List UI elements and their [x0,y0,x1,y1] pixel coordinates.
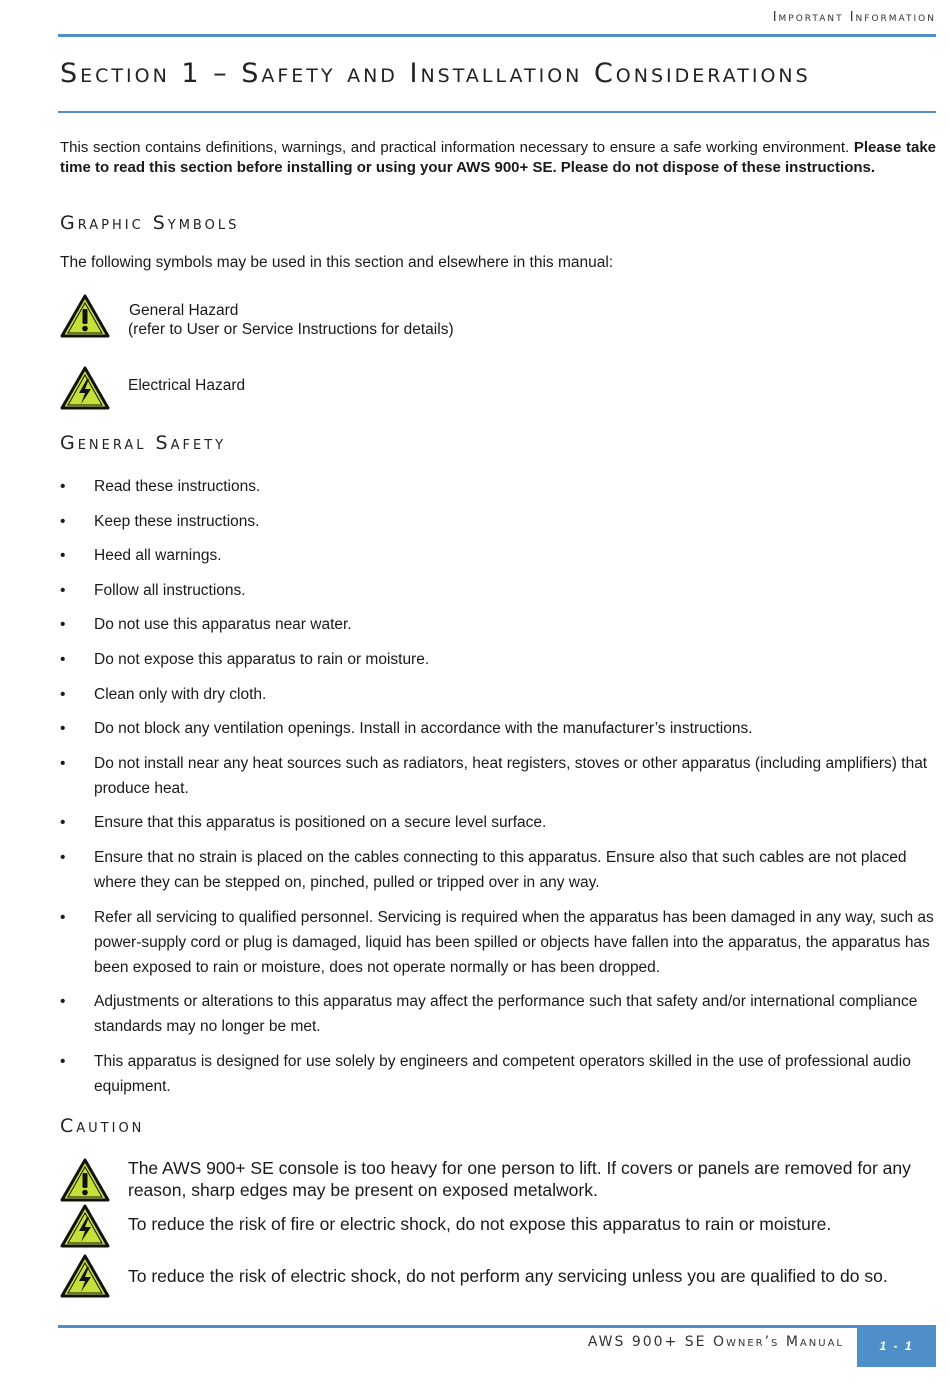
footer-manual-title: AWS 900+ SE Owner’s Manual [587,1334,844,1350]
safety-list-item [60,543,938,568]
title-rule [58,111,936,113]
safety-item-text: Follow all instructions. [94,581,246,599]
bullet-marker: • [60,547,66,565]
bullet-marker: • [60,581,66,599]
safety-list-item [60,810,938,835]
general-hazard-label [128,301,454,339]
safety-list-item [60,474,938,499]
bullet-marker: • [60,814,66,832]
safety-list-item [60,578,938,603]
safety-item-text: Keep these instructions. [94,512,260,530]
safety-item-text: Refer all servicing to qualified personnel. Servicing is required when the apparatus has been damaged in any way, such as power-supply cord or plug is damaged, liquid has been spilled or objects have fallen into the apparatus, the apparatus has been exposed to rain or moisture, does not operate normally or has been dropped. [94,908,934,976]
general-safety-heading: General Safety [60,432,227,454]
bullet-marker: • [60,993,66,1011]
safety-item-text: Do not install near any heat sources such as radiators, heat registers, stoves or other apparatus (including amplifiers) that produce heat. [94,754,928,797]
page-number-badge [857,1325,936,1367]
caution-heading: Caution [60,1115,145,1137]
general-hazard-title: General Hazard [129,302,239,319]
page-number: 1 - 1 [879,1339,914,1353]
safety-item-text: Clean only with dry cloth. [94,685,267,703]
bullet-marker: • [60,650,66,668]
general-hazard-icon [60,294,110,338]
safety-item-text: This apparatus is designed for use solely by engineers and competent operators skilled in the use of professional audio equipment. [94,1052,911,1095]
bullet-marker: • [60,478,66,495]
section-title: Section 1 – Safety and Installation Considerations [60,58,811,89]
safety-list-item [60,989,938,1039]
safety-item-text: Do not use this apparatus near water. [94,616,352,634]
safety-item-text: Do not expose this apparatus to rain or moisture. [94,650,430,668]
caution-general-hazard-icon [60,1158,110,1202]
safety-list-item [60,905,938,980]
bullet-marker: • [60,848,66,866]
safety-item-text: Adjustments or alterations to this apparatus may affect the performance such that safety and/or international compliance standards may no longer be met. [94,993,918,1036]
safety-list-item [60,682,938,707]
caution-electrical-hazard-icon [60,1254,110,1298]
electrical-hazard-label: Electrical Hazard [128,377,246,394]
graphic-symbols-description: The following symbols may be used in this section and elsewhere in this manual: [60,254,614,271]
intro-bold-text: Please take time to read this section before installing or using your AWS 900+ SE. Please do not dispose of these instructions. [60,139,937,176]
general-hazard-detail: (refer to User or Service Instructions for details) [128,321,454,338]
safety-item-text: Heed all warnings. [94,547,222,565]
safety-list-item [60,1049,938,1099]
caution-item-1: The AWS 900+ SE console is too heavy for one person to lift. If covers or panels are removed for any reason, sharp edges may be present on exposed metalwork. [128,1158,911,1200]
electrical-hazard-icon [60,366,110,410]
safety-list-item [60,647,938,672]
bullet-marker: • [60,616,66,634]
bullet-marker: • [60,720,66,738]
bullet-marker: • [60,685,66,703]
safety-list-item [60,751,938,801]
intro-paragraph [60,138,936,177]
bullet-marker: • [60,908,66,926]
caution-electrical-hazard-icon [60,1204,110,1248]
footer-rule [58,1325,936,1328]
safety-item-text: Ensure that no strain is placed on the cables connecting to this apparatus. Ensure also that such cables are not placed where they can be stepped on, pinched, pulled or tripped over in any way. [94,848,907,891]
safety-list-item [60,612,938,637]
safety-item-text: Ensure that this apparatus is positioned on a secure level surface. [94,814,547,832]
intro-text: This section contains definitions, warnings, and practical information necessary to ensure a safe working environment. [60,139,850,156]
header-rule [58,34,936,37]
caution-item-3: To reduce the risk of electric shock, do not perform any servicing unless you are qualified to do so. [128,1266,888,1286]
safety-list-item [60,845,938,895]
bullet-marker: • [60,754,66,772]
safety-item-text: Read these instructions. [94,478,261,495]
caution-item-2: To reduce the risk of fire or electric shock, do not expose this apparatus to rain or moisture. [128,1214,832,1234]
bullet-marker: • [60,1052,66,1070]
safety-list-item [60,509,938,534]
graphic-symbols-heading: Graphic Symbols [60,212,240,234]
page-header-label: Important Information [772,10,936,25]
safety-list-item [60,716,938,741]
bullet-marker: • [60,512,66,530]
safety-item-text: Do not block any ventilation openings. Install in accordance with the manufacturer’s instructions. [94,720,753,738]
general-safety-list [60,474,938,1108]
